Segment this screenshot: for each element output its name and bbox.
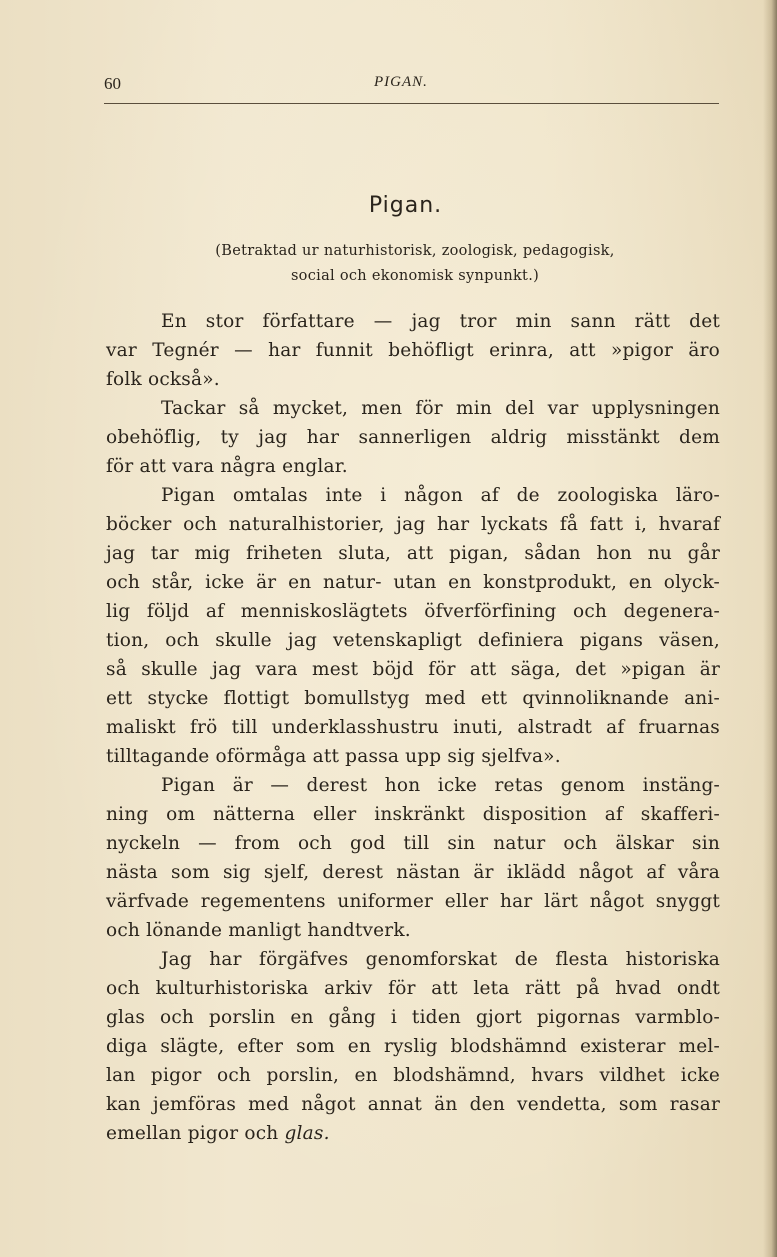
text-line: och står, icke är en natur- utan en konstprodukt, en olyck- [106, 572, 720, 593]
text-line: obehöflig, ty jag har sannerligen aldrig misstänkt dem [106, 427, 720, 448]
text-line: jag tar mig friheten sluta, att pigan, sådan hon nu går [106, 543, 720, 564]
text-line: kan jemföras med något annat än den vendetta, som rasar [106, 1094, 720, 1115]
emphasized-word: glas. [284, 1123, 330, 1144]
text-line: En stor författare — jag tror min sann rätt det [161, 311, 720, 332]
text-line: folk också». [106, 369, 220, 390]
text-line: ett stycke flottigt bomullstyg med ett qvinnoliknande ani- [106, 688, 720, 709]
text-line: värfvade regementens uniformer eller har lärt något snyggt [106, 891, 720, 912]
text-line: nästa som sig sjelf, derest nästan är iklädd något af våra [106, 862, 720, 883]
text-line: nyckeln — from och god till sin natur och älskar sin [106, 833, 720, 854]
chapter-subtitle [120, 239, 710, 289]
header-rule [104, 103, 719, 104]
running-head: PIGAN. [374, 74, 428, 90]
text-line: böcker och naturalhistorier, jag har lyckats få fatt i, hvaraf [106, 514, 720, 535]
text-line: Tackar så mycket, men för min del var upplysningen [161, 398, 720, 419]
final-line-text: emellan pigor och [106, 1123, 279, 1144]
subtitle-line-1: (Betraktad ur naturhistorisk, zoologisk, pedagogisk, [215, 243, 615, 259]
text-line: för att vara några englar. [106, 456, 348, 477]
body-text [106, 307, 720, 1148]
chapter-title: Pigan. [368, 193, 443, 218]
text-line: maliskt frö till underklasshustru inuti, alstradt af fruarnas [106, 717, 720, 738]
page-edge-shadow [763, 0, 777, 1257]
page-header [104, 74, 719, 98]
text-line: Pigan omtalas inte i någon af de zoologiska läro- [161, 485, 720, 506]
text-line: lig följd af menniskoslägtets öfverförfining och degenera- [106, 601, 720, 622]
text-line-final [106, 1119, 720, 1148]
text-line: och kulturhistoriska arkiv för att leta rätt på hvad ondt [106, 978, 720, 999]
text-line: Jag har förgäfves genomforskat de flesta historiska [161, 949, 720, 970]
text-line: Pigan är — derest hon icke retas genom instäng- [161, 775, 720, 796]
text-line: diga slägte, efter som en ryslig blodshämnd existerar mel- [106, 1036, 720, 1057]
subtitle-line-2: social och ekonomisk synpunkt.) [290, 268, 540, 284]
text-line: tilltagande oförmåga att passa upp sig sjelfva». [106, 746, 561, 767]
page-number: 60 [104, 74, 121, 93]
text-line: var Tegnér — har funnit behöfligt erinra, att »pigor äro [106, 340, 720, 361]
text-line: ning om nätterna eller inskränkt disposition af skafferi- [106, 804, 720, 825]
text-line: och lönande manligt handtverk. [106, 920, 411, 941]
text-line: glas och porslin en gång i tiden gjort pigornas varmblo- [106, 1007, 720, 1028]
text-line: lan pigor och porslin, en blodshämnd, hvars vildhet icke [106, 1065, 720, 1086]
text-line: så skulle jag vara mest böjd för att säga, det »pigan är [106, 659, 720, 680]
text-line: tion, och skulle jag vetenskapligt definiera pigans väsen, [106, 630, 720, 651]
